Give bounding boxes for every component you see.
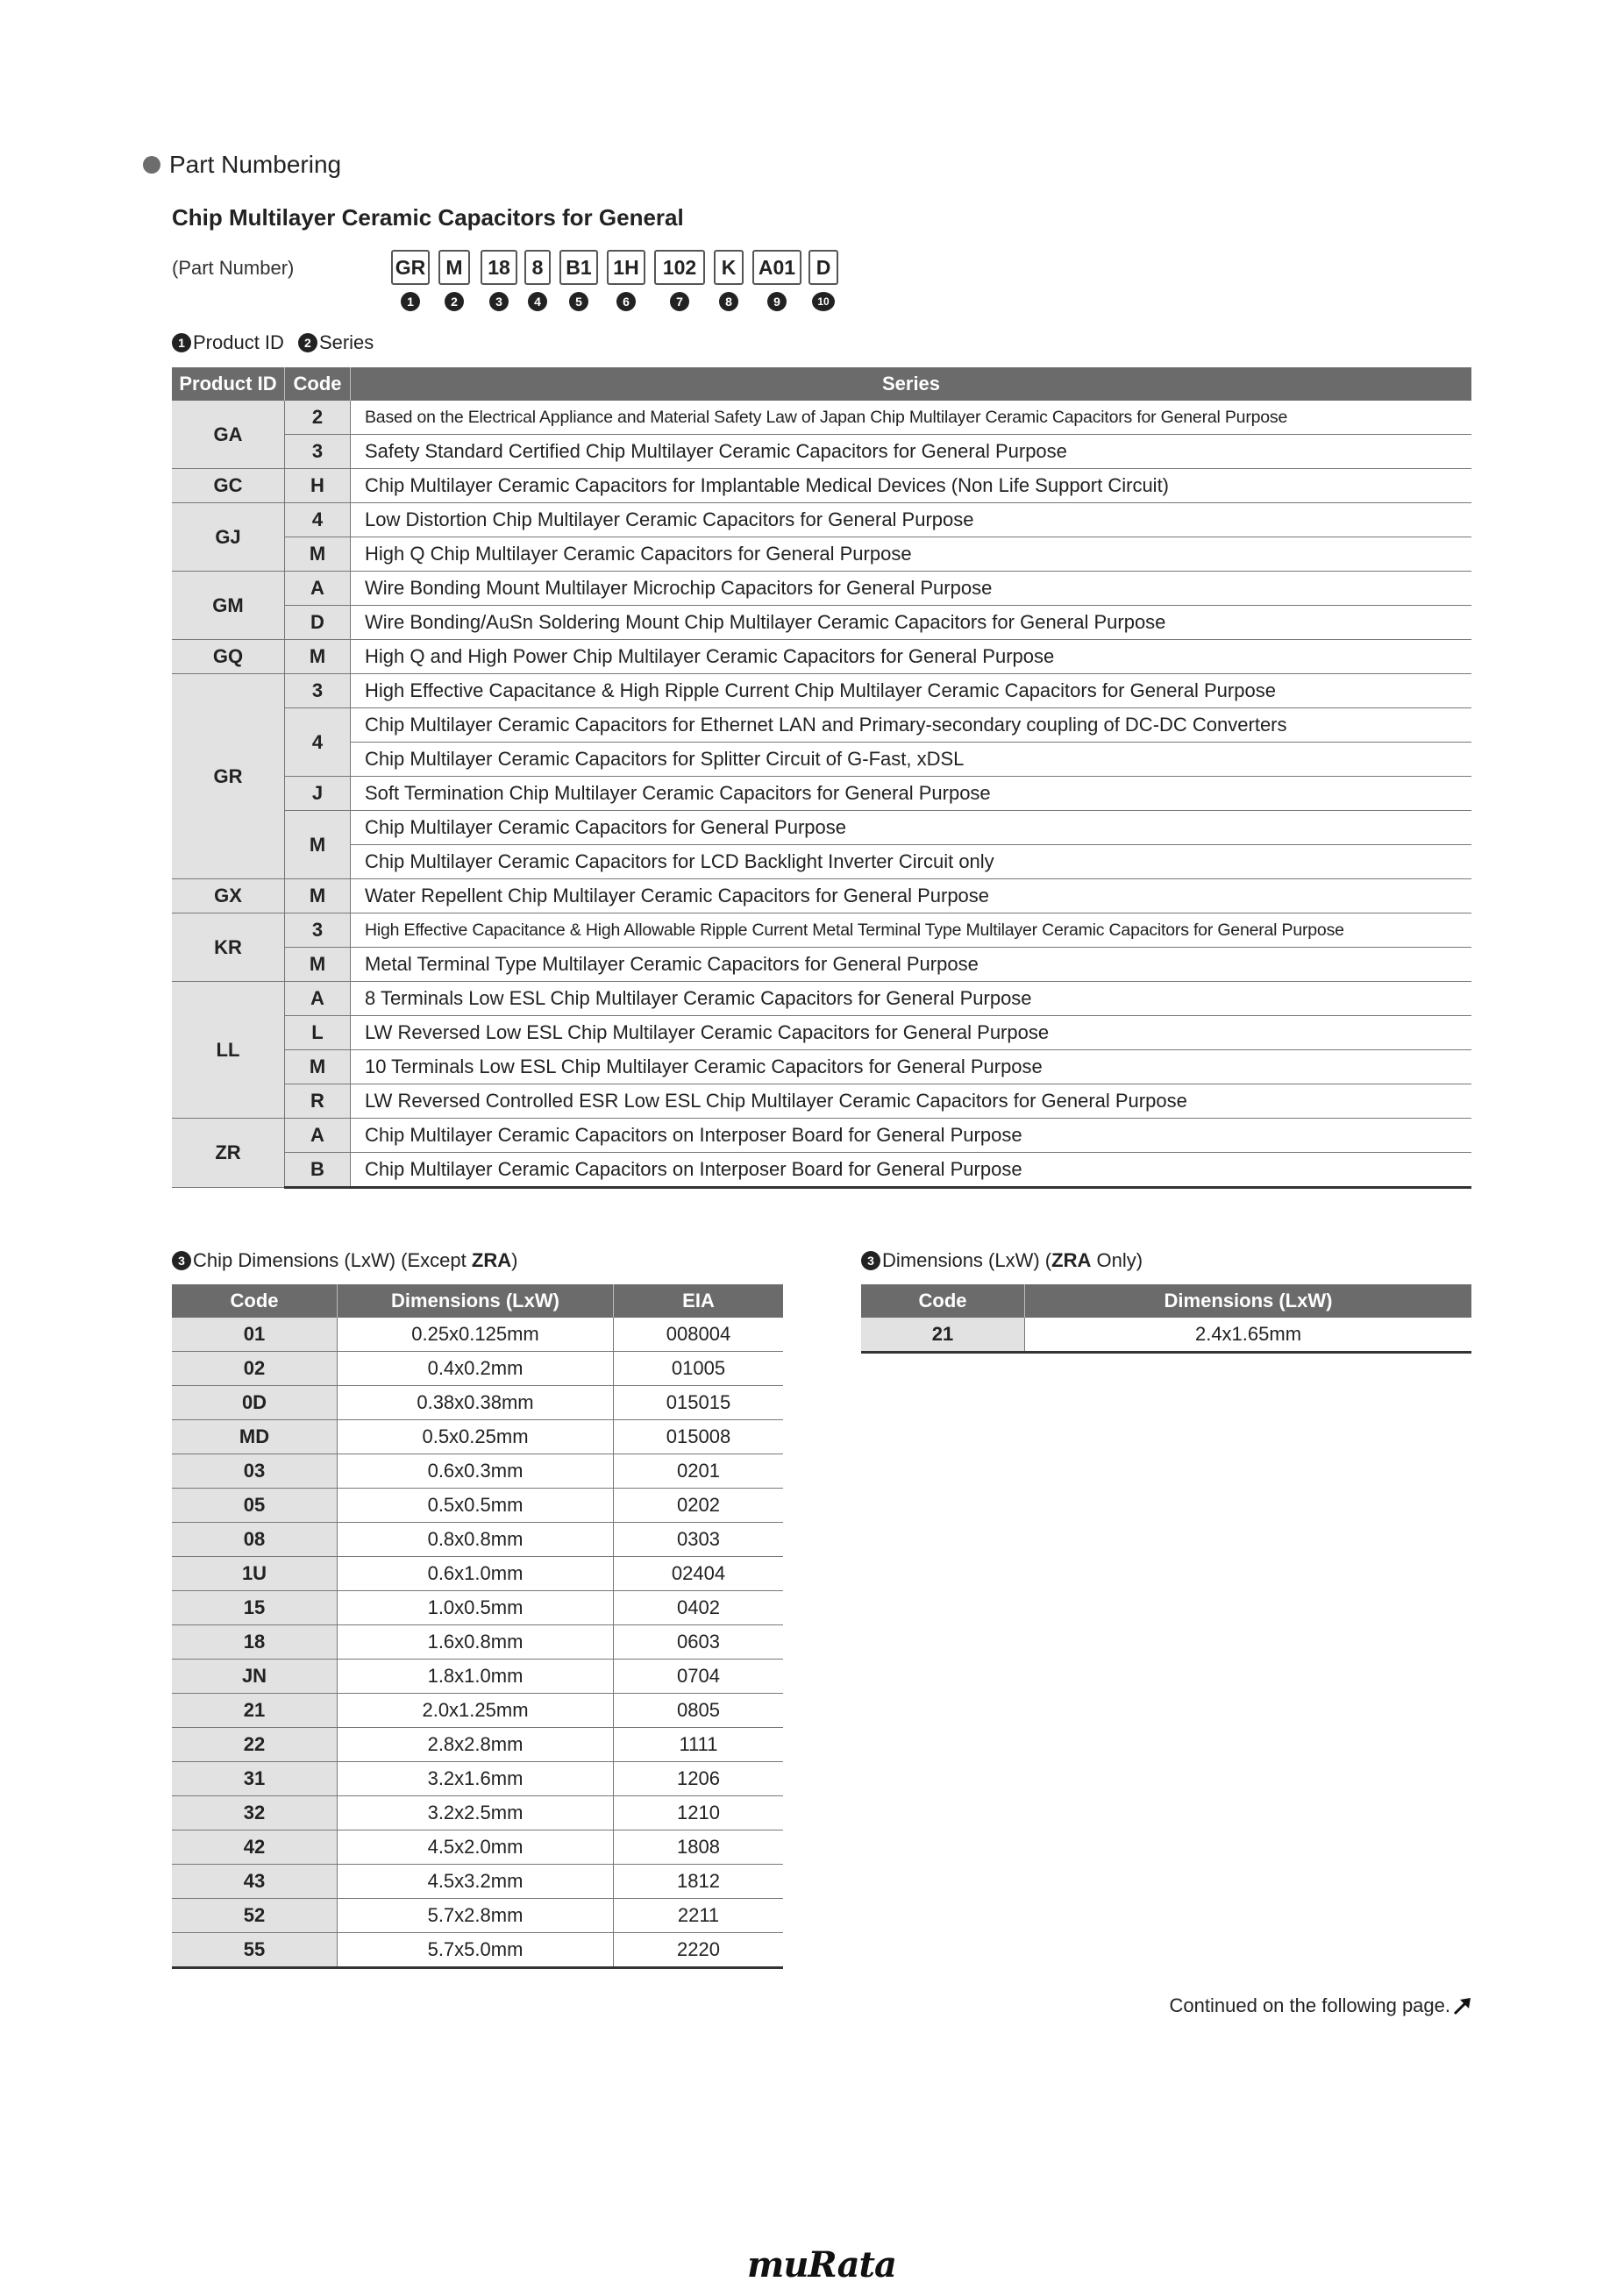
series-cell: Low Distortion Chip Multilayer Ceramic Capacitors for General Purpose <box>351 503 1472 537</box>
code-cell: M <box>285 948 351 982</box>
eia-cell: 015015 <box>614 1386 784 1420</box>
dimension-cell: 5.7x5.0mm <box>338 1933 614 1968</box>
page-subtitle: Chip Multilayer Ceramic Capacitors for General <box>172 204 684 231</box>
table-row <box>172 811 1471 845</box>
dimension-cell: 0.5x0.5mm <box>338 1489 614 1523</box>
code-cell: 2 <box>285 401 351 435</box>
code-cell: 3 <box>285 674 351 708</box>
part-number-index-badge: 3 <box>489 292 509 311</box>
part-number-index-badge: 7 <box>670 292 689 311</box>
product-id-cell: GQ <box>172 640 285 674</box>
series-cell: Chip Multilayer Ceramic Capacitors for General Purpose <box>351 811 1472 845</box>
code-cell: 0D <box>172 1386 338 1420</box>
part-number-segment: A01 <box>752 250 801 285</box>
code-cell: R <box>285 1084 351 1119</box>
table-row <box>172 537 1471 572</box>
product-id-cell: GM <box>172 572 285 640</box>
col-header-code: Code <box>861 1284 1025 1318</box>
dimension-cell: 1.0x0.5mm <box>338 1591 614 1625</box>
series-section-label <box>172 331 374 354</box>
section-heading <box>143 151 341 179</box>
part-number-index-badge: 10 <box>812 292 835 311</box>
product-id-cell: KR <box>172 913 285 982</box>
part-number-segment: D <box>808 250 838 285</box>
dimension-cell: 0.25x0.125mm <box>338 1318 614 1352</box>
series-cell: Chip Multilayer Ceramic Capacitors for Ethernet LAN and Primary-secondary coupling of DC-DC Converters <box>351 708 1472 743</box>
series-cell: Wire Bonding Mount Multilayer Microchip Capacitors for General Purpose <box>351 572 1472 606</box>
product-id-cell: GC <box>172 469 285 503</box>
code-cell: 21 <box>172 1694 338 1728</box>
part-number-segment: M <box>438 250 470 285</box>
eia-cell: 2220 <box>614 1933 784 1968</box>
label-text: Chip Dimensions (LxW) (Except <box>193 1249 472 1271</box>
series-cell: High Q Chip Multilayer Ceramic Capacitors for General Purpose <box>351 537 1472 572</box>
code-cell: M <box>285 640 351 674</box>
label-product-id: Product ID <box>193 331 284 353</box>
code-cell: M <box>285 811 351 879</box>
series-cell: Soft Termination Chip Multilayer Ceramic Capacitors for General Purpose <box>351 777 1472 811</box>
part-number-segment: 102 <box>654 250 705 285</box>
continued-note <box>1170 1994 1473 2017</box>
dimension-cell: 0.6x1.0mm <box>338 1557 614 1591</box>
chip-dimensions-table <box>172 1284 783 1969</box>
dimension-cell: 2.4x1.65mm <box>1025 1318 1472 1353</box>
part-number-segment: 1H <box>607 250 645 285</box>
zra-dimensions-label <box>861 1249 1143 1272</box>
part-number-label: (Part Number) <box>172 257 295 279</box>
code-cell: MD <box>172 1420 338 1454</box>
table-row <box>172 1420 783 1454</box>
dimension-cell: 1.8x1.0mm <box>338 1660 614 1694</box>
code-cell: 05 <box>172 1489 338 1523</box>
code-cell: 4 <box>285 708 351 777</box>
part-number-segment: 18 <box>481 250 517 285</box>
part-number-index-badge: 1 <box>401 292 420 311</box>
table-row <box>172 913 1471 948</box>
col-header-code: Code <box>172 1284 338 1318</box>
part-number-index-badge: 9 <box>767 292 787 311</box>
dimension-cell: 3.2x2.5mm <box>338 1796 614 1830</box>
dimension-cell: 4.5x2.0mm <box>338 1830 614 1865</box>
code-cell: M <box>285 879 351 913</box>
label-text: Dimensions (LxW) ( <box>882 1249 1052 1271</box>
table-row <box>172 1119 1471 1153</box>
number-badge: 3 <box>861 1251 880 1270</box>
code-cell: A <box>285 1119 351 1153</box>
series-cell: Based on the Electrical Appliance and Material Safety Law of Japan Chip Multilayer Ceramic Capacitors for General Purpose <box>351 401 1472 435</box>
part-number-index-badge: 4 <box>528 292 547 311</box>
dimension-cell: 0.5x0.25mm <box>338 1420 614 1454</box>
table-row <box>172 1386 783 1420</box>
number-badge: 1 <box>172 333 191 352</box>
col-header-series: Series <box>351 367 1472 401</box>
label-text: ) <box>511 1249 518 1271</box>
product-id-cell: GR <box>172 674 285 879</box>
table-row <box>172 1557 783 1591</box>
eia-cell: 0303 <box>614 1523 784 1557</box>
table-row <box>172 1016 1471 1050</box>
part-number-index-badge: 8 <box>719 292 738 311</box>
table-row <box>172 1050 1471 1084</box>
table-row <box>172 1084 1471 1119</box>
eia-cell: 0202 <box>614 1489 784 1523</box>
table-row <box>172 1796 783 1830</box>
zra-dimensions-table <box>861 1284 1471 1354</box>
code-cell: M <box>285 1050 351 1084</box>
table-row <box>172 469 1471 503</box>
label-text: Only) <box>1091 1249 1143 1271</box>
table-row <box>172 1591 783 1625</box>
code-cell: J <box>285 777 351 811</box>
table-row <box>172 1933 783 1968</box>
table-row <box>172 674 1471 708</box>
dimension-cell: 1.6x0.8mm <box>338 1625 614 1660</box>
chip-dimensions-label <box>172 1249 517 1272</box>
code-cell: 18 <box>172 1625 338 1660</box>
series-cell: Wire Bonding/AuSn Soldering Mount Chip Multilayer Ceramic Capacitors for General Purpose <box>351 606 1472 640</box>
series-cell: LW Reversed Controlled ESR Low ESL Chip Multilayer Ceramic Capacitors for General Purpose <box>351 1084 1472 1119</box>
product-id-cell: GX <box>172 879 285 913</box>
series-cell: 10 Terminals Low ESL Chip Multilayer Ceramic Capacitors for General Purpose <box>351 1050 1472 1084</box>
table-row <box>172 1489 783 1523</box>
table-row <box>172 435 1471 469</box>
code-cell: 08 <box>172 1523 338 1557</box>
table-row <box>172 743 1471 777</box>
dimension-cell: 0.38x0.38mm <box>338 1386 614 1420</box>
table-row <box>172 948 1471 982</box>
code-cell: L <box>285 1016 351 1050</box>
eia-cell: 0603 <box>614 1625 784 1660</box>
eia-cell: 1210 <box>614 1796 784 1830</box>
col-header-product-id: Product ID <box>172 367 285 401</box>
code-cell: 43 <box>172 1865 338 1899</box>
eia-cell: 2211 <box>614 1899 784 1933</box>
eia-cell: 1206 <box>614 1762 784 1796</box>
eia-cell: 0805 <box>614 1694 784 1728</box>
code-cell: 02 <box>172 1352 338 1386</box>
code-cell: JN <box>172 1660 338 1694</box>
dimension-cell: 4.5x3.2mm <box>338 1865 614 1899</box>
series-cell: Chip Multilayer Ceramic Capacitors on Interposer Board for General Purpose <box>351 1119 1472 1153</box>
table-row <box>172 1694 783 1728</box>
eia-cell: 01005 <box>614 1352 784 1386</box>
dimension-cell: 5.7x2.8mm <box>338 1899 614 1933</box>
code-cell: M <box>285 537 351 572</box>
murata-logo: muRata <box>747 2244 896 2285</box>
part-number-index-badge: 2 <box>445 292 464 311</box>
eia-cell: 1808 <box>614 1830 784 1865</box>
code-cell: 42 <box>172 1830 338 1865</box>
eia-cell: 1111 <box>614 1728 784 1762</box>
code-cell: 15 <box>172 1591 338 1625</box>
table-row <box>172 1660 783 1694</box>
table-row <box>172 606 1471 640</box>
table-row <box>172 982 1471 1016</box>
code-cell: 55 <box>172 1933 338 1968</box>
table-row <box>172 845 1471 879</box>
series-cell: High Q and High Power Chip Multilayer Ceramic Capacitors for General Purpose <box>351 640 1472 674</box>
col-header-eia: EIA <box>614 1284 784 1318</box>
part-number-segment: B1 <box>559 250 598 285</box>
code-cell: 4 <box>285 503 351 537</box>
table-row <box>172 1762 783 1796</box>
dimension-cell: 0.4x0.2mm <box>338 1352 614 1386</box>
table-row <box>172 1625 783 1660</box>
code-cell: B <box>285 1153 351 1188</box>
col-header-dimensions: Dimensions (LxW) <box>338 1284 614 1318</box>
series-cell: Metal Terminal Type Multilayer Ceramic Capacitors for General Purpose <box>351 948 1472 982</box>
dimension-cell: 0.8x0.8mm <box>338 1523 614 1557</box>
code-cell: A <box>285 572 351 606</box>
table-row <box>172 1352 783 1386</box>
dimension-cell: 0.6x0.3mm <box>338 1454 614 1489</box>
table-row <box>172 1523 783 1557</box>
series-cell: Safety Standard Certified Chip Multilayer Ceramic Capacitors for General Purpose <box>351 435 1472 469</box>
table-row <box>172 1153 1471 1188</box>
product-id-cell: GJ <box>172 503 285 572</box>
product-id-cell: GA <box>172 401 285 469</box>
continued-text: Continued on the following page. <box>1169 1994 1450 2016</box>
code-cell: 32 <box>172 1796 338 1830</box>
eia-cell: 0704 <box>614 1660 784 1694</box>
part-number-index-badge: 6 <box>616 292 636 311</box>
code-cell: 01 <box>172 1318 338 1352</box>
series-cell: High Effective Capacitance & High Allowable Ripple Current Metal Terminal Type Multilayer Ceramic Capacitors for General Purpose <box>351 913 1472 948</box>
eia-cell: 015008 <box>614 1420 784 1454</box>
series-table <box>172 367 1471 1189</box>
series-cell: Chip Multilayer Ceramic Capacitors for Splitter Circuit of G-Fast, xDSL <box>351 743 1472 777</box>
table-row <box>172 1830 783 1865</box>
eia-cell: 02404 <box>614 1557 784 1591</box>
table-row <box>172 708 1471 743</box>
table-row <box>172 879 1471 913</box>
product-id-cell: ZR <box>172 1119 285 1188</box>
code-cell: 22 <box>172 1728 338 1762</box>
table-row <box>172 640 1471 674</box>
eia-cell: 008004 <box>614 1318 784 1352</box>
series-cell: Chip Multilayer Ceramic Capacitors for Implantable Medical Devices (Non Life Support Circuit) <box>351 469 1472 503</box>
dimension-cell: 2.0x1.25mm <box>338 1694 614 1728</box>
series-cell: Water Repellent Chip Multilayer Ceramic Capacitors for General Purpose <box>351 879 1472 913</box>
col-header-code: Code <box>285 367 351 401</box>
code-cell: H <box>285 469 351 503</box>
part-number-segment: K <box>714 250 744 285</box>
eia-cell: 0402 <box>614 1591 784 1625</box>
code-cell: 21 <box>861 1318 1025 1353</box>
series-cell: 8 Terminals Low ESL Chip Multilayer Ceramic Capacitors for General Purpose <box>351 982 1472 1016</box>
table-row <box>172 777 1471 811</box>
section-heading-text: Part Numbering <box>169 151 342 178</box>
table-row <box>172 1318 783 1352</box>
code-cell: 03 <box>172 1454 338 1489</box>
table-row <box>172 503 1471 537</box>
series-cell: Chip Multilayer Ceramic Capacitors for LCD Backlight Inverter Circuit only <box>351 845 1472 879</box>
arrow-up-right-icon <box>1452 1995 1473 2016</box>
code-cell: 52 <box>172 1899 338 1933</box>
bullet-dot-icon <box>143 156 160 174</box>
series-cell: High Effective Capacitance & High Ripple Current Chip Multilayer Ceramic Capacitors for General Purpose <box>351 674 1472 708</box>
part-number-segment: 8 <box>524 250 551 285</box>
dimension-cell: 2.8x2.8mm <box>338 1728 614 1762</box>
series-cell: LW Reversed Low ESL Chip Multilayer Ceramic Capacitors for General Purpose <box>351 1016 1472 1050</box>
code-cell: D <box>285 606 351 640</box>
code-cell: A <box>285 982 351 1016</box>
dimension-cell: 3.2x1.6mm <box>338 1762 614 1796</box>
number-badge: 3 <box>172 1251 191 1270</box>
table-row <box>861 1318 1471 1353</box>
code-cell: 1U <box>172 1557 338 1591</box>
table-row <box>172 1899 783 1933</box>
eia-cell: 0201 <box>614 1454 784 1489</box>
code-cell: 31 <box>172 1762 338 1796</box>
code-cell: 3 <box>285 435 351 469</box>
label-series: Series <box>318 331 374 353</box>
table-row <box>172 1865 783 1899</box>
code-cell: 3 <box>285 913 351 948</box>
part-number-segment: GR <box>391 250 430 285</box>
part-number-index-badge: 5 <box>569 292 588 311</box>
col-header-dimensions: Dimensions (LxW) <box>1025 1284 1472 1318</box>
table-row <box>172 1728 783 1762</box>
series-cell: Chip Multilayer Ceramic Capacitors on Interposer Board for General Purpose <box>351 1153 1472 1188</box>
product-id-cell: LL <box>172 982 285 1119</box>
table-row <box>172 1454 783 1489</box>
table-row <box>172 572 1471 606</box>
label-bold: ZRA <box>471 1249 512 1271</box>
eia-cell: 1812 <box>614 1865 784 1899</box>
number-badge: 2 <box>298 333 317 352</box>
label-bold: ZRA <box>1051 1249 1092 1271</box>
table-row <box>172 401 1471 435</box>
